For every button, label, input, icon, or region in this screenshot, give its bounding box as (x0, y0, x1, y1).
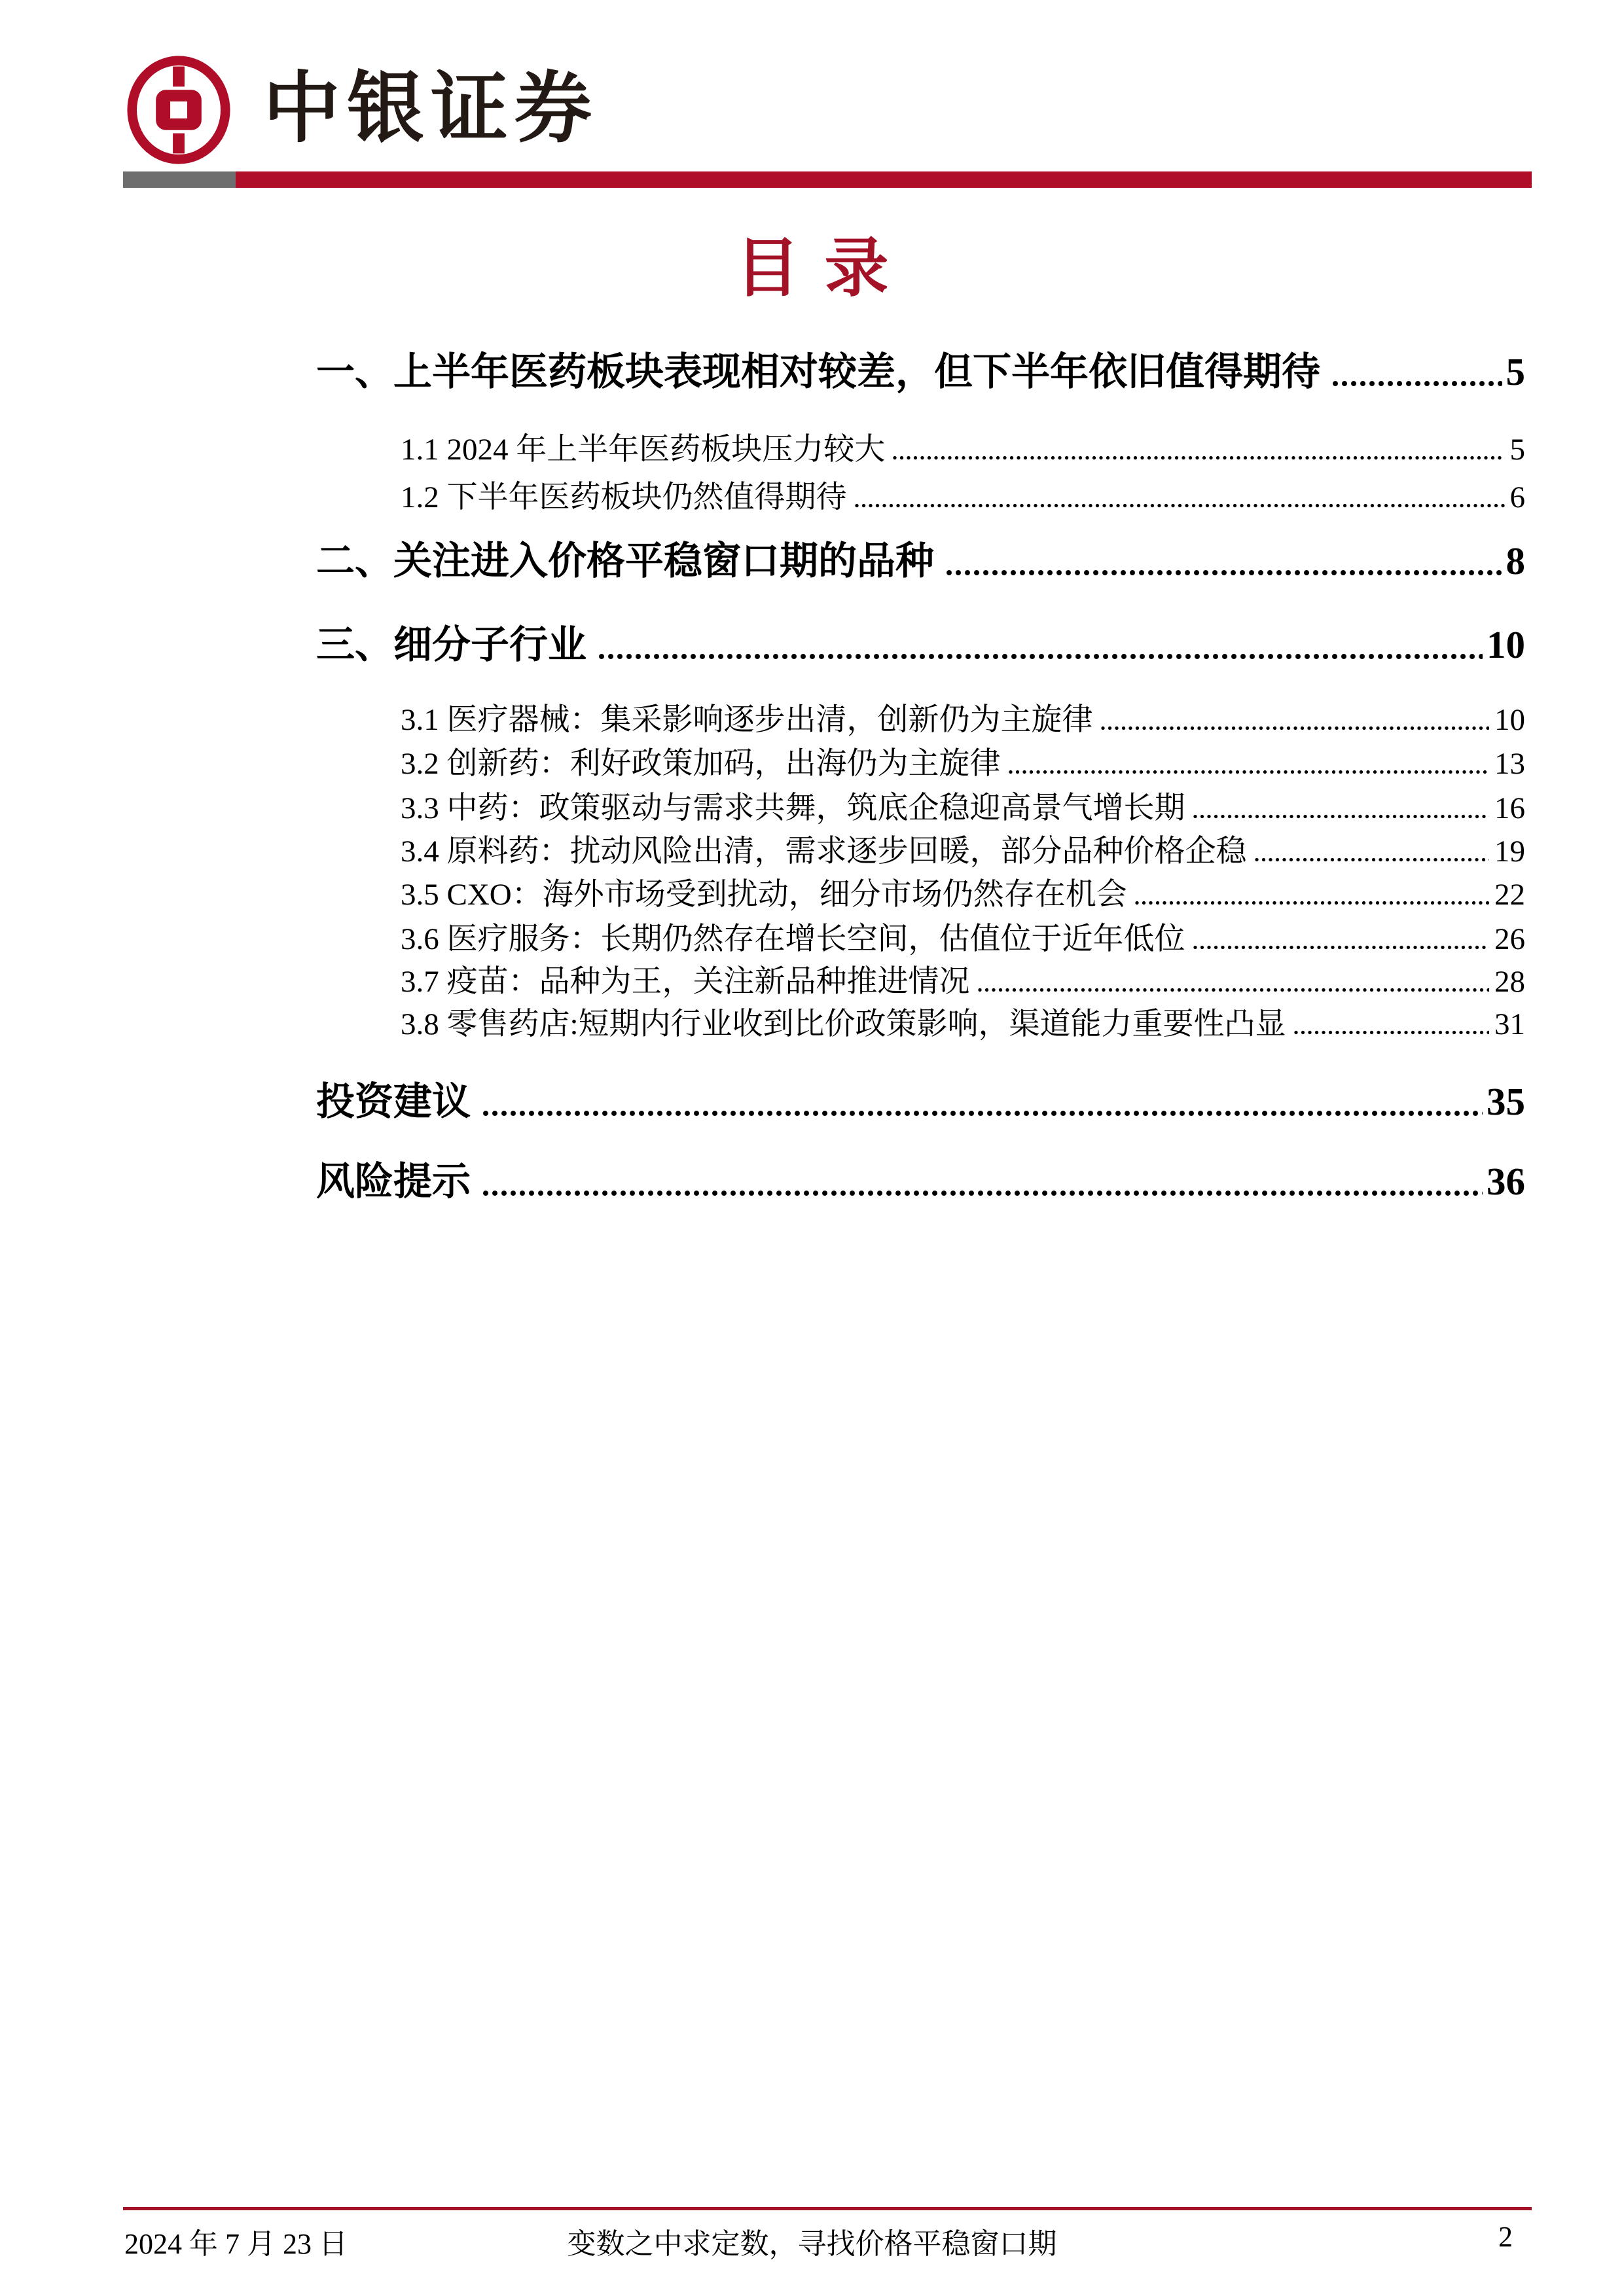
toc-entry-title: 3.8 零售药店:短期内行业收到比价政策影响，渠道能力重要性凸显 (401, 1007, 1286, 1041)
footer-page-number: 2 (1498, 2221, 1513, 2253)
toc-entry-page: 19 (1494, 834, 1525, 869)
toc-entry-title: 1.1 2024 年上半年医药板块压力较大 (401, 433, 886, 467)
toc-entry-title: 一、上半年医药板块表现相对较差，但下半年依旧值得期待 (316, 350, 1321, 393)
toc-entry-2[interactable] (316, 541, 1525, 583)
toc-entry-title: 3.6 医疗服务：长期仍然存在增长空间，估值位于近年低位 (401, 922, 1185, 956)
report-footer (0, 2220, 1624, 2266)
toc-entry-page: 28 (1494, 965, 1525, 999)
dot-leader (1192, 944, 1490, 951)
toc-entry-3-8[interactable] (401, 1008, 1525, 1041)
dot-leader (977, 986, 1490, 994)
toc-entry-1-2[interactable] (401, 481, 1525, 514)
toc-entry-1[interactable] (316, 351, 1525, 393)
toc-entry-3-2[interactable] (401, 747, 1525, 781)
dot-leader (597, 652, 1483, 661)
dot-leader (854, 502, 1505, 509)
toc-entry-title: 3.3 中药：政策驱动与需求共舞，筑底企稳迎高景气增长期 (401, 791, 1185, 825)
toc-entry-3-7[interactable] (401, 965, 1525, 999)
toc-entry-title: 1.2 下半年医药板块仍然值得期待 (401, 480, 847, 514)
toc-entry-title: 3.2 创新药：利好政策加码，出海仍为主旋律 (401, 747, 1001, 781)
footer-report-title: 变数之中求定数，寻找价格平稳窗口期 (567, 2228, 1057, 2260)
toc-entry-3[interactable] (316, 624, 1525, 666)
toc-entry-title: 3.7 疫苗：品种为王，关注新品种推进情况 (401, 965, 970, 999)
toc-entry-title: 风险提示 (316, 1160, 471, 1203)
dot-leader (481, 1109, 1483, 1118)
toc-entry-3-6[interactable] (401, 923, 1525, 956)
dot-leader (1293, 1029, 1489, 1036)
toc-entry-3-5[interactable] (401, 878, 1525, 912)
toc-entry-page: 13 (1494, 747, 1525, 781)
toc-entry-title: 3.1 医疗器械：集采影响逐步出清，创新仍为主旋律 (401, 703, 1093, 737)
toc-entry-risk-warning[interactable] (316, 1161, 1525, 1203)
toc-entry-title: 三、细分子行业 (316, 623, 587, 666)
report-header (0, 0, 1624, 196)
divider-red-segment (236, 171, 1532, 188)
brand-name: 中银证券 (263, 66, 599, 152)
dot-leader (1254, 856, 1490, 863)
divider-gray-segment (123, 171, 236, 188)
toc-entry-3-3[interactable] (401, 792, 1525, 825)
footer-divider-rule (123, 2207, 1532, 2210)
toc-entry-page: 36 (1487, 1160, 1525, 1203)
dot-leader (1100, 725, 1490, 732)
toc-entry-investment-advice[interactable] (316, 1081, 1525, 1123)
toc-entry-page: 5 (1509, 433, 1525, 467)
toc-entry-1-1[interactable] (401, 433, 1525, 467)
toc-entry-title: 3.4 原料药：扰动风险出清，需求逐步回暖，部分品种价格企稳 (401, 834, 1247, 869)
toc-entry-title: 3.5 CXO：海外市场受到扰动，细分市场仍然存在机会 (401, 878, 1127, 912)
dot-leader (892, 454, 1504, 461)
toc-entry-page: 16 (1494, 791, 1525, 825)
toc-entry-page: 22 (1494, 878, 1525, 912)
toc-entry-page: 8 (1506, 539, 1525, 583)
toc-entry-page: 6 (1509, 480, 1525, 514)
toc-entry-page: 35 (1487, 1080, 1525, 1123)
boc-logo-icon (126, 55, 232, 165)
toc-entry-3-4[interactable] (401, 835, 1525, 869)
toc-title: 目录 (735, 234, 914, 304)
dot-leader (481, 1189, 1483, 1198)
toc-entry-3-1[interactable] (401, 704, 1525, 737)
toc-entry-page: 10 (1487, 623, 1525, 666)
header-divider-bar (123, 171, 1532, 188)
footer-date: 2024 年 7 月 23 日 (124, 2228, 348, 2260)
dot-leader (1331, 379, 1502, 388)
dot-leader (1007, 768, 1490, 776)
dot-leader (1192, 813, 1490, 820)
toc-entry-page: 5 (1506, 350, 1525, 393)
toc-entry-title: 投资建议 (316, 1080, 471, 1123)
toc-entry-page: 31 (1494, 1007, 1525, 1041)
dot-leader (1134, 899, 1489, 906)
toc-entry-page: 26 (1494, 922, 1525, 956)
toc-entry-title: 二、关注进入价格平稳窗口期的品种 (316, 539, 935, 583)
dot-leader (945, 568, 1502, 577)
toc-entry-page: 10 (1494, 703, 1525, 737)
